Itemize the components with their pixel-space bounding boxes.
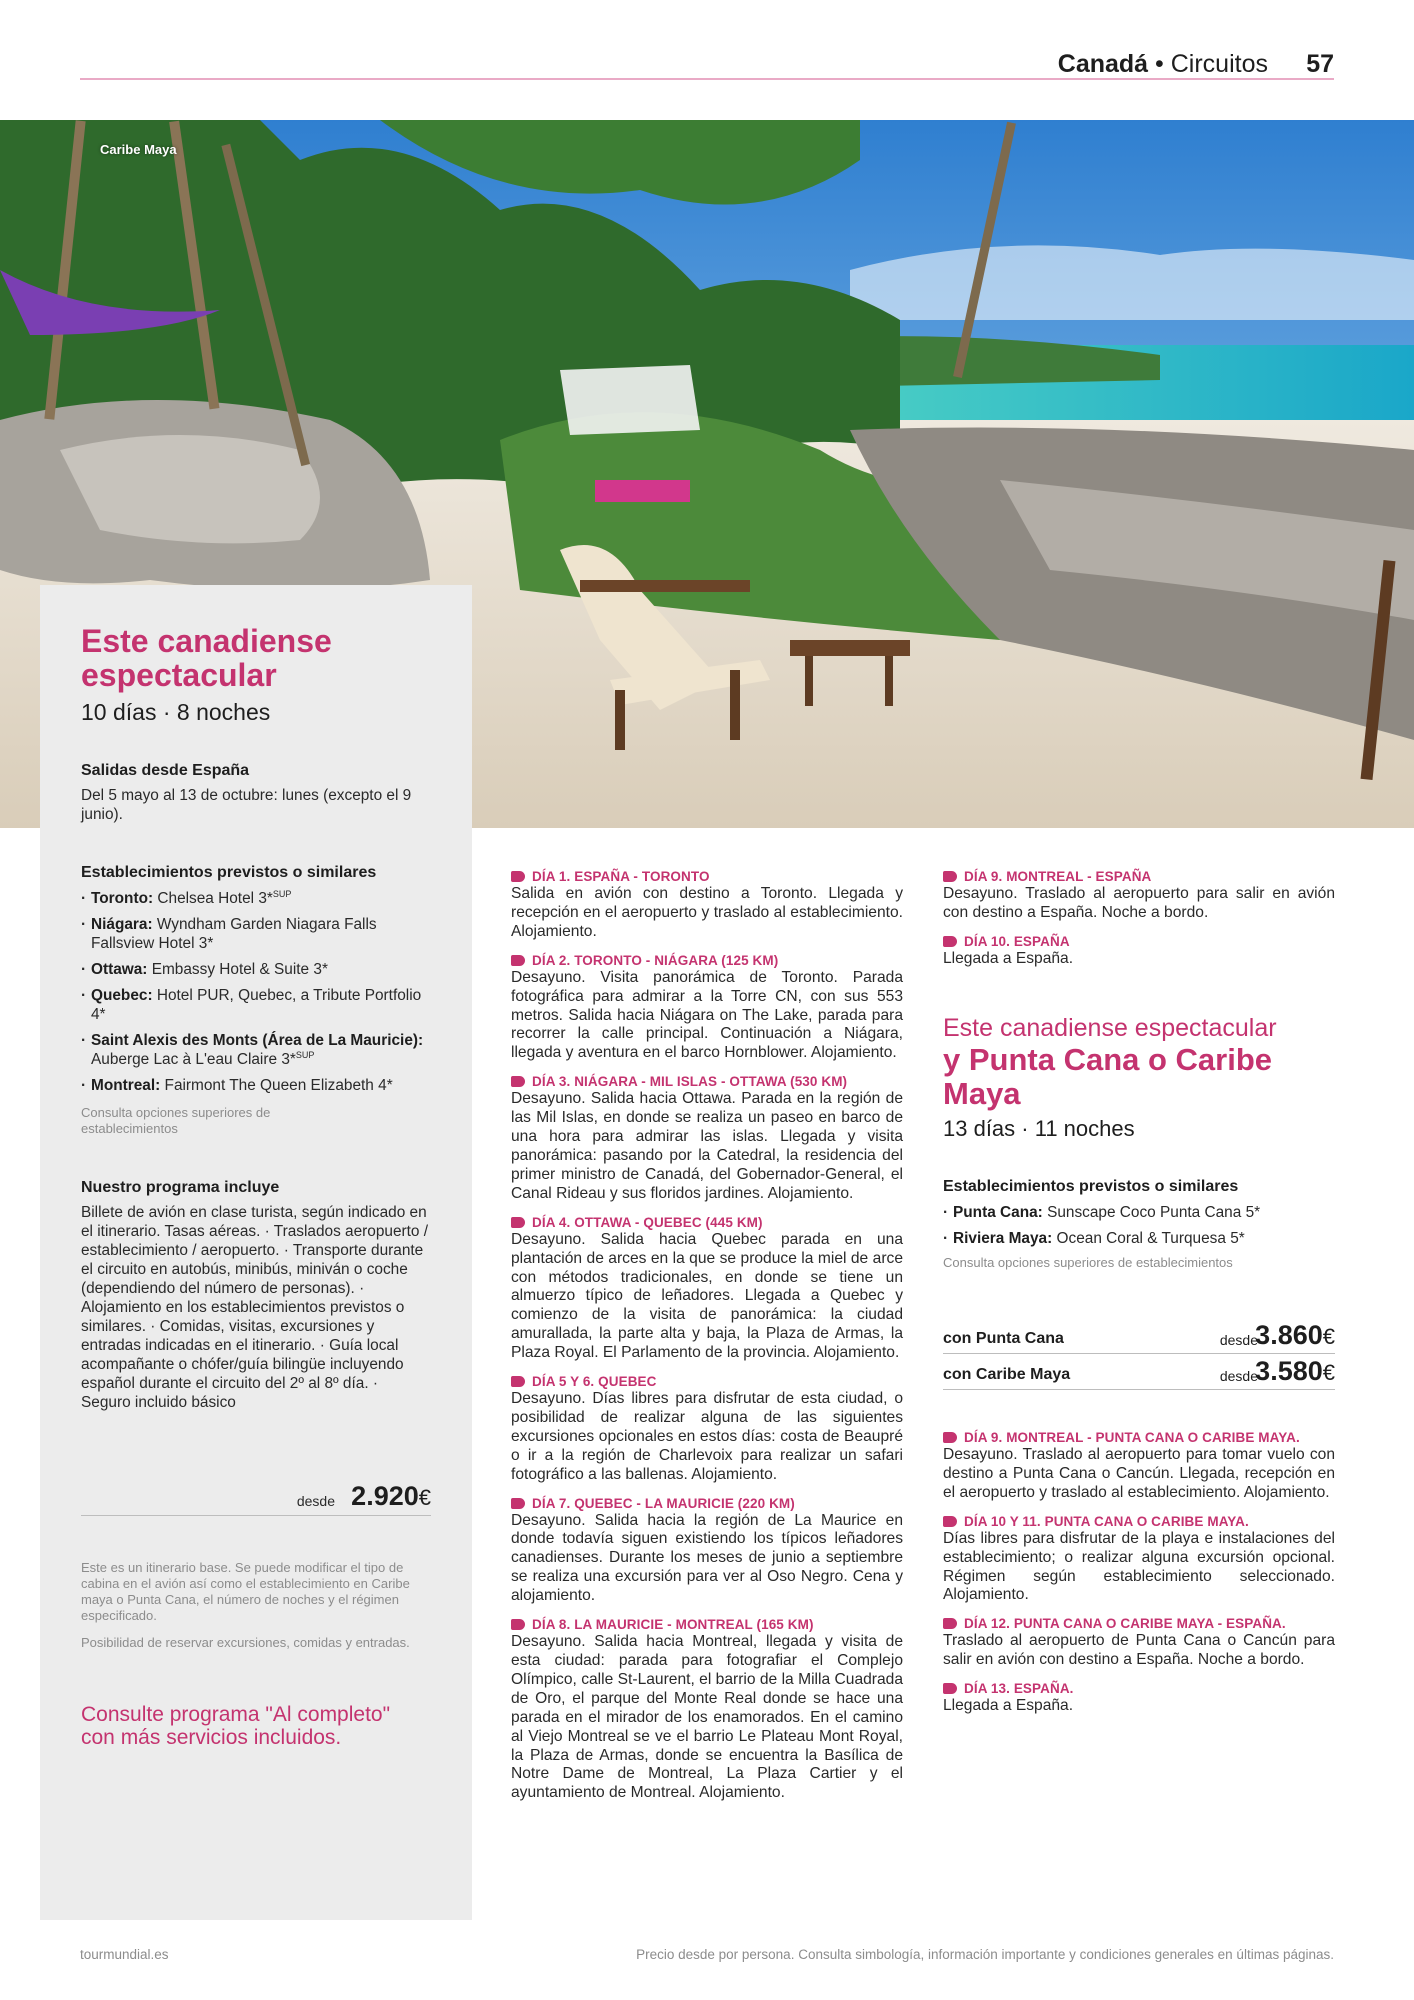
price-prefix: desde	[296, 1493, 335, 1509]
price-punta-cana: con Punta Cana desde 3.860€	[943, 1320, 1335, 1354]
itinerary-day: DÍA 7. QUEBEC - LA MAURICIE (220 KM) Desayuno. Salida hacia la región de La Maurice en donde todavía siguen existiendo los típicos leñadores canadienses. Durante los meses de junio a septiembre se realiza una excursión para ver al Oso Negro. Cena y alojamiento.	[511, 1495, 903, 1605]
hotels-note: Consulta opciones superiores de establecimientos	[81, 1105, 271, 1136]
itinerary-day: DÍA 8. LA MAURICIE - MONTREAL (165 KM) Desayuno. Salida hacia Montreal, llegada y visita de esta ciudad: parada para fotografiar el Complejo Olímpico, calle St-Laurent, el barrio de la Milla Cuadrada de Oro, el parque del Monte Real donde se hace una parada en el mirador de los enamorados. En el camino al Viejo Montreal se ve el barrio Le Plateau Mont Royal, la Plaza de Armas, donde se encuentra la Basílica de Notre Dame de Montreal, La Plaza Cartier y el ayuntamiento de Montreal. Alojamiento.	[511, 1617, 903, 1802]
hotels-heading: Establecimientos previstos o similares	[81, 864, 377, 881]
itinerary-day: DÍA 1. ESPAÑA - TORONTO Salida en avión con destino a Toronto. Llegada y recepción en el aeropuerto y traslado al establecimiento. Alojamiento.	[511, 869, 903, 940]
itinerary-day: DÍA 4. OTTAWA - QUEBEC (445 KM) Desayuno. Salida hacia Quebec parada en una plantación de arces en la que se produce la miel de arce con métodos tradicionales, en donde se tiene un almuerzo típico de leñadores. Llegada a Quebec y comienzo de la visita de panorámica: la ciudad amurallada, la parte alta y baja, la Plaza de Armas, la Plaza Royal. El Parlamento de la provincia. Alojamiento.	[511, 1214, 903, 1362]
footer-website[interactable]: tourmundial.es	[80, 1947, 169, 1962]
itinerary-day: DÍA 10. ESPAÑA Llegada a España.	[943, 933, 1335, 969]
itinerary-day: DÍA 5 Y 6. QUEBEC Desayuno. Días libres para disfrutar de esta ciudad, o posibilidad de realizar alguna de las siguientes excursiones opcionales en estos días: costa de Beaupré o ir a la región de Charlevoix para realizar un safari fotográfico a las ballenas. Alojamiento.	[511, 1374, 903, 1483]
hotel-list	[81, 889, 431, 1095]
itinerary-end-column	[943, 868, 1335, 979]
includes-text: Billete de avión en clase turista, según indicado en el itinerario. Tasas aéreas. · Traslados aeropuerto / establecimiento / aeropuerto. · Transporte durante el circuito en autobús, minibús, miniván o coche (dependiendo del número de personas). · Alojamiento en los establecimientos previstos o similares. · Comidas, visitas, excursiones y entradas indicadas en el itinerario. · Guía local acompañante o chófer/guía bilingüe incluyendo español durante el circuito del 2º al 8º día. · Seguro incluido básico	[81, 1204, 429, 1411]
trip-summary-panel	[40, 585, 472, 1920]
departures-section	[81, 761, 431, 824]
list-item: · Ottawa: Embassy Hotel & Suite 3*	[81, 960, 431, 979]
extension-duration: 13 días · 11 noches	[943, 1116, 1135, 1141]
includes-section	[81, 1178, 431, 1412]
itinerary-day: DÍA 10 Y 11. PUNTA CANA O CARIBE MAYA. Días libres para disfrutar de la playa e instalaciones del establecimiento; o realizar alguna excursión opcional. Régimen según establecimiento seleccionado. Alojamiento.	[943, 1513, 1335, 1604]
list-item: · Punta Cana: Sunscape Coco Punta Cana 5*	[943, 1203, 1335, 1222]
extension-hotels-note: Consulta opciones superiores de establecimientos	[943, 1255, 1233, 1270]
header-divider	[80, 78, 1334, 80]
list-item: · Riviera Maya: Ocean Coral & Turquesa 5*	[943, 1229, 1335, 1248]
photo-caption: Caribe Maya	[100, 142, 177, 157]
extension-hotels-heading: Establecimientos previstos o similares	[943, 1178, 1239, 1195]
extension-hotel-list	[943, 1203, 1335, 1248]
itinerary-day: DÍA 13. ESPAÑA. Llegada a España.	[943, 1680, 1335, 1716]
itinerary-day: DÍA 2. TORONTO - NIÁGARA (125 KM) Desayuno. Visita panorámica de Toronto. Parada fotográfica para admirar a la Torre CN, con sus 553 metros. Salida hacia Niágara on The Lake, parada para recorrer la calle principal. Continuación a Niágara, llegada y aventura en el barco Hornblower. Alojamiento.	[511, 952, 903, 1062]
extension-hotels	[943, 1177, 1335, 1271]
includes-heading: Nuestro programa incluye	[81, 1179, 280, 1196]
departures-heading: Salidas desde España	[81, 762, 250, 779]
itinerary-note: Este es un itinerario base. Se puede modificar el tipo de cabina en el avión así como el establecimiento en Caribe maya o Punta Cana, el número de noches y el régimen especificado.	[81, 1560, 410, 1623]
base-price	[81, 1480, 431, 1516]
itinerary-day: DÍA 12. PUNTA CANA O CARIBE MAYA - ESPAÑA. Traslado al aeropuerto de Punta Cana o Cancún para salir en avión con destino a España. Noche a bordo.	[943, 1616, 1335, 1669]
list-item: · Montreal: Fairmont The Queen Elizabeth 4*	[81, 1076, 431, 1095]
extension-itinerary	[943, 1429, 1335, 1726]
hotels-section	[81, 863, 431, 1137]
itinerary-column	[511, 868, 903, 1813]
country-name: Canadá	[1057, 50, 1149, 78]
full-program-link[interactable]: Consulte programa "Al completo" con más servicios incluidos.	[81, 1703, 391, 1749]
list-item: · Niágara: Wyndham Garden Niagara Falls Fallsview Hotel 3*	[81, 915, 431, 953]
list-item: · Toronto: Chelsea Hotel 3*$^{SUP}$	[81, 889, 431, 908]
section-name: Circuitos	[1170, 50, 1268, 78]
booking-note: Posibilidad de reservar excursiones, comidas y entradas.	[81, 1635, 410, 1650]
price-value: 2.920€	[351, 1481, 431, 1511]
list-item: · Quebec: Hotel PUR, Quebec, a Tribute Portfolio 4*	[81, 986, 431, 1024]
list-item: · Saint Alexis des Monts (Área de La Mauricie): Auberge Lac à L'eau Claire 3*$^{SUP}$	[81, 1031, 431, 1069]
price-caribe-maya: con Caribe Maya desde 3.580€	[943, 1356, 1335, 1390]
trip-duration: 10 días · 8 noches	[81, 699, 271, 725]
extension-title: y Punta Cana o Caribe Maya	[943, 1042, 1273, 1111]
trip-title: Este canadiense espectacular	[81, 623, 332, 693]
itinerary-day: DÍA 9. MONTREAL - ESPAÑA Desayuno. Traslado al aeropuerto para salir en avión con destino a España. Noche a bordo.	[943, 869, 1335, 921]
footer-disclaimer: Precio desde por persona. Consulta simbología, información importante y condiciones generales en últimas páginas.	[636, 1947, 1334, 1962]
extension-subtitle: Este canadiense espectacular	[943, 1014, 1277, 1042]
itinerary-day: DÍA 9. MONTREAL - PUNTA CANA O CARIBE MAYA. Desayuno. Traslado al aeropuerto para tomar vuelo con destino a Punta Cana o Cancún. Llegada, recepción en el aeropuerto y traslado al establecimiento. Alojamiento.	[943, 1430, 1335, 1501]
itinerary-day: DÍA 3. NIÁGARA - MIL ISLAS - OTTAWA (530 KM) Desayuno. Salida hacia Ottawa. Parada en la región de las Mil Islas, en donde se realiza un paseo en barco de una hora para admirar las islas. Llegada y visita panorámica: pasando por la Catedral, la residencia del primer ministro de Canadá, del Gobernador-General, el Canal Rideau y sus floridos jardines. Alojamiento.	[511, 1074, 903, 1202]
section-title	[1058, 48, 1268, 80]
title-separator: •	[1155, 50, 1164, 78]
page-number: 57	[1306, 50, 1334, 78]
departures-text: Del 5 mayo al 13 de octubre: lunes (excepto el 9 junio).	[81, 787, 412, 823]
page-header	[80, 48, 1334, 80]
